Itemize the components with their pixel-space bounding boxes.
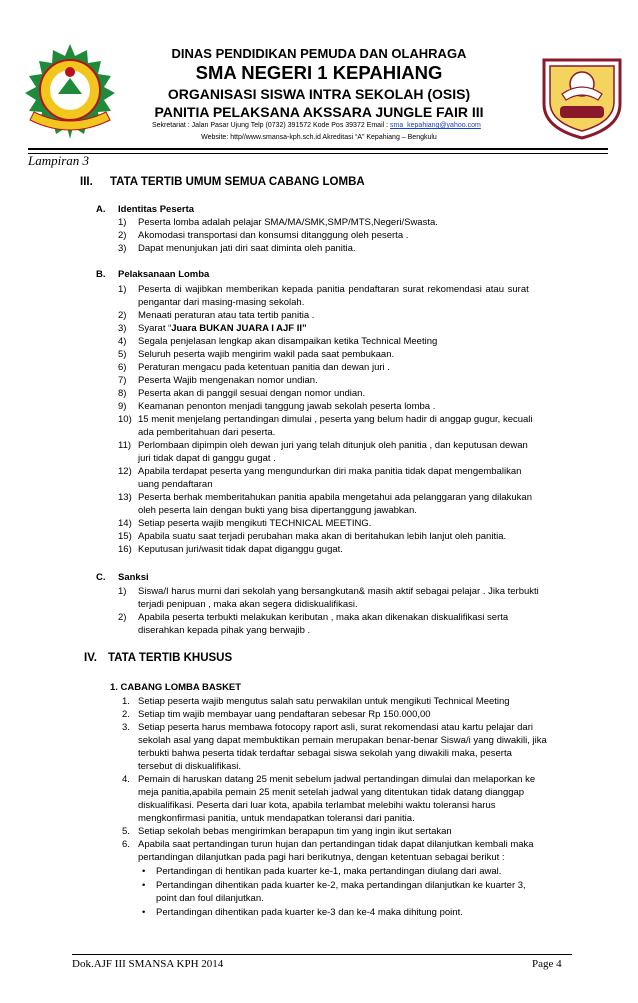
subsection-title: Pelaksanaan Lomba: [118, 269, 210, 280]
subsection-letter: C.: [96, 572, 106, 583]
list-number: 2.: [122, 709, 130, 720]
list-item: Siswa/I harus murni dari sekolah yang bersangkutan& masih aktif sebagai pelajar . Jika terbukti: [138, 586, 539, 597]
list-number: 8): [118, 388, 127, 399]
list-item: Peserta akan di panggil sesuai dengan nomor undian.: [138, 388, 366, 399]
header-dinas: DINAS PENDIDIKAN PEMUDA DAN OLAHRAGA: [171, 46, 467, 61]
list-item: Apabila terdapat peserta yang mengundurkan diri maka panitia tidak dapat mengembalikan: [138, 466, 522, 477]
list-number: 2): [118, 310, 127, 321]
list-number: 1.: [122, 696, 130, 707]
list-item: Dapat menunjukan jati diri saat diminta oleh panitia.: [138, 243, 356, 254]
list-item-bold: Juara BUKAN JUARA I AJF II”: [171, 323, 307, 334]
list-item: Apabila saat pertandingan turun hujan dan pertandingan tidak dapat dilanjutkan kembali maka: [138, 839, 534, 850]
list-item: Peraturan mengacu pada ketentuan panitia dan dewan juri .: [138, 362, 390, 373]
list-number: 2): [118, 230, 127, 241]
list-item: Perlombaan dipimpin oleh dewan juri yang telah ditunjuk oleh panitia , dan keputusan dewan: [138, 440, 528, 451]
list-item: mengkonfirmasi panitia, untuk mendapatkan toleransi dari panitia.: [138, 813, 415, 824]
list-item-prefix: Syarat “: [138, 323, 172, 334]
page-number: Page 4: [532, 958, 562, 970]
attachment-label: Lampiran 3: [28, 153, 90, 168]
list-number: 15): [118, 531, 132, 542]
bullet-item: Pertandingan di hentikan pada kuarter ke-1, maka pertandingan diulang dari awal.: [156, 866, 502, 877]
list-number: 6): [118, 362, 127, 373]
list-number: 9): [118, 401, 127, 412]
list-number: 5.: [122, 826, 130, 837]
subsection-title: Identitas Peserta: [118, 204, 195, 215]
list-item: Peserta lomba adalah pelajar SMA/MA/SMK,SMP/MTS,Negeri/Swasta.: [138, 217, 438, 228]
header-committee: PANITIA PELAKSANA AKSSARA JUNGLE FAIR III: [154, 104, 484, 120]
list-item: ada pemberitahuan dari peserta.: [138, 427, 276, 438]
list-number: 3.: [122, 722, 130, 733]
list-item: oleh peserta lain dengan bukti yang bisa dipertanggung jawabkan.: [138, 505, 417, 516]
list-item: Peserta Wajib mengenakan nomor undian.: [138, 375, 318, 386]
list-number: 1): [118, 586, 127, 597]
list-item: meja panitia,apabila pemain 25 menit setelah jadwal yang ditentukan tidak datang dianggap: [138, 787, 525, 798]
footer-doc-id: Dok.AJF III SMANSA KPH 2014: [72, 958, 224, 970]
list-number: 4): [118, 336, 127, 347]
list-number: 2): [118, 612, 127, 623]
list-item: 15 menit menjelang pertandingan dimulai , peserta yang belum hadir di anggap gugur, kecuali: [138, 414, 533, 425]
list-item: Peserta di wajibkan memberikan kepada panitia pendaftaran surat rekomendasi atau surat: [138, 284, 529, 295]
list-item: Menaati peraturan atau tata tertib panitia .: [138, 310, 315, 321]
list-number: 5): [118, 349, 127, 360]
list-item: Keamanan penonton menjadi tanggung jawab sekolah peserta lomba .: [138, 401, 436, 412]
list-number: 6.: [122, 839, 130, 850]
list-number: 13): [118, 492, 132, 503]
section-number: III.: [80, 176, 93, 188]
subsection-letter: A.: [96, 204, 106, 215]
list-number: 1): [118, 217, 127, 228]
header-divider-thin: [28, 153, 608, 154]
list-item: Setiap sekolah bebas mengirimkan berapapun tim yang ingin ikut sertakan: [138, 826, 452, 837]
section-number: IV.: [84, 652, 98, 664]
list-item: Apabila peserta terbukti melakukan keributan , maka akan dikenakan diskualifikasi serta: [138, 612, 509, 623]
list-item: pertandingan dilanjutkan pada pagi hari berikutnya, dengan ketentuan sebagai berikut :: [138, 852, 505, 863]
list-item: diskualifikasi. Peserta dari luar kota, apabila terlambat melebihi waktu toleransi harus: [138, 800, 496, 811]
header-address: [152, 122, 481, 129]
list-item: [138, 322, 307, 335]
list-item: sekolah asal yang dapat membuktikan pemain merupakan benar-benar Siswa/i yang diwakili, jika: [138, 735, 547, 746]
list-item: Akomodasi transportasi dan konsumsi ditanggung oleh peserta .: [138, 230, 409, 241]
bullet-icon: •: [142, 866, 146, 877]
bullet-item: Pertandingan dihentikan pada kuarter ke-2, maka pertandingan dilanjutkan ke kuarter 3,: [156, 880, 526, 891]
list-number: 1): [118, 284, 127, 295]
list-number: 14): [118, 518, 132, 529]
list-number: 7): [118, 375, 127, 386]
list-item: pengantar dari masing-masing sekolah.: [138, 297, 305, 308]
subsection-title: Sanksi: [118, 572, 149, 583]
bullet-icon: •: [142, 907, 146, 918]
header-website: Website: http//www.smansa-kph.sch.id Akreditasi “A” Kepahiang – Bengkulu: [201, 134, 437, 141]
header-divider: [28, 148, 608, 150]
list-item: juri tidak dapat di ganggu gugat .: [138, 453, 276, 464]
list-item: terjadi penipuan , maka akan segera didiskualifikasi.: [138, 599, 358, 610]
list-item: Apabila suatu saat terjadi perubahan maka akan di beritahukan lebih lanjut oleh panitia.: [138, 531, 507, 542]
list-number: 3): [118, 243, 127, 254]
section-title: TATA TERTIB UMUM SEMUA CABANG LOMBA: [110, 176, 365, 188]
bullet-item: point dan foul dilanjutkan.: [156, 893, 264, 904]
list-item: Segala penjelasan lengkap akan disampaikan ketika Technical Meeting: [138, 336, 438, 347]
address-text: Sekretariat : Jalan Pasar Ujung Telp (0732) 391572 Kode Pos 39372 Email :: [152, 122, 389, 129]
list-number: 16): [118, 544, 132, 555]
list-number: 3): [118, 323, 127, 334]
list-item: Seluruh peserta wajib mengirim wakil pada saat pembukaan.: [138, 349, 395, 360]
list-number: 10): [118, 414, 132, 425]
list-item: Setiap peserta harus membawa fotocopy raport asli, surat rekomendasi atau kartu pelajar dari: [138, 722, 533, 733]
list-item: uang pendaftaran: [138, 479, 213, 490]
list-item: Peserta berhak memberitahukan panitia apabila mengetahui ada pelanggaran yang dilakukan: [138, 492, 532, 503]
list-number: 11): [118, 440, 132, 451]
list-item: Setiap peserta wajib mengikuti TECHNICAL MEETING.: [138, 518, 372, 529]
list-item: Keputusan juri/wasit tidak dapat diganggu gugat.: [138, 544, 343, 555]
list-number: 12): [118, 466, 132, 477]
header-school-name: SMA NEGERI 1 KEPAHIANG: [195, 62, 443, 83]
section-title: TATA TERTIB KHUSUS: [108, 652, 233, 664]
bullet-item: Pertandingan dihentikan pada kuarter ke-3 dan ke-4 maka dihitung point.: [156, 907, 463, 918]
footer-divider: [72, 954, 572, 955]
list-item: Setiap peserta wajib mengutus salah satu perwakilan untuk mengikuti Technical Meeting: [138, 696, 510, 707]
header-osis: ORGANISASI SISWA INTRA SEKOLAH (OSIS): [167, 86, 471, 102]
list-number: 4.: [122, 774, 130, 785]
letterhead: [0, 0, 638, 160]
list-item: Setiap tim wajib membayar uang pendaftaran sebesar Rp 150.000,00: [138, 709, 431, 720]
list-item: diserahkan kepada pihak yang berwajib .: [138, 625, 311, 636]
email-link[interactable]: sma_kepahiang@yahoo.com: [390, 122, 481, 129]
list-item: Pemain di haruskan datang 25 menit sebelum jadwal pertandingan dimulai dan melaporkan ke: [138, 774, 536, 785]
list-item: terbukti bahwa peserta tidak terdaftar sebagai siswa sekolah yang diwakili maka, peserta: [138, 748, 512, 759]
subsection-letter: B.: [96, 269, 106, 280]
list-item: tersebut di diskualifikasi.: [138, 761, 241, 772]
subsection-title: 1. CABANG LOMBA BASKET: [110, 682, 242, 693]
bullet-icon: •: [142, 880, 146, 891]
